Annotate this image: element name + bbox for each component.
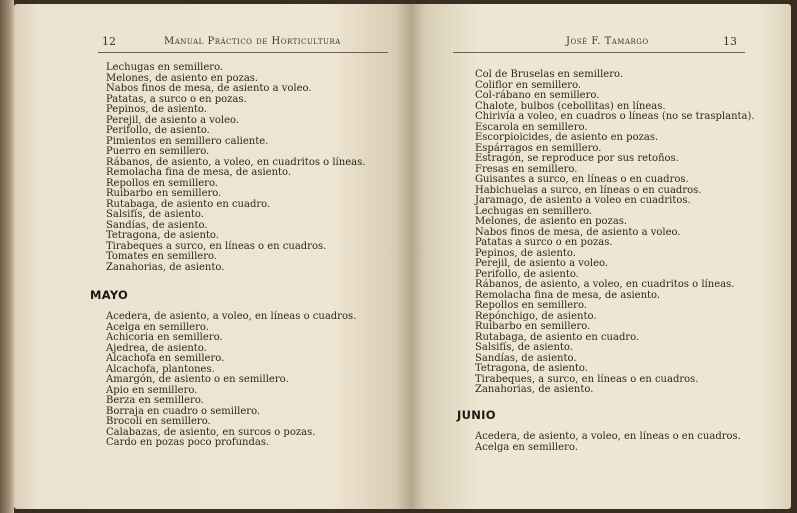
left-running-header: Manual Práctico de Horticultura (164, 36, 341, 47)
entry-line: Pimientos en semillero caliente. (106, 135, 269, 147)
entry-line: Perejil, de asiento a voleo. (475, 258, 609, 269)
entry-line: Brocoli en semillero. (106, 416, 211, 427)
right-page-number: 13 (723, 35, 737, 48)
entry-line: Rábanos, de asiento, a voleo, en cuadritos o líneas. (475, 279, 735, 290)
entry-line: Nabos finos de mesa, de asiento a voleo. (475, 226, 681, 238)
entry-line: Acedera, de asiento, a voleo, en líneas o cuadros. (106, 311, 357, 322)
entry-line: Coliflor en semillero. (475, 79, 582, 91)
right-entry-list (475, 70, 755, 396)
entry-line: Chirivía a voleo, en cuadros o líneas (no se trasplanta). (475, 111, 755, 122)
entry-line: Cardo en pozas poco profundas. (106, 437, 270, 448)
entry-line: Ajedrea, de asiento. (106, 342, 207, 354)
entry-line: Patatas, a surco o en pozas. (106, 93, 247, 105)
entry-line: Alcachofa, plantones. (106, 363, 215, 375)
entry-line: Melones, de asiento en pozas. (106, 72, 259, 84)
entry-line: Guisantes a surco, en líneas o en cuadros. (475, 174, 689, 185)
entry-line: Rutabaga, de asiento en cuadro. (106, 198, 271, 210)
right-page (411, 4, 791, 509)
entry-line: Estragón, se reproduce por sus retoños. (475, 153, 679, 164)
month-heading-mayo: MAYO (90, 288, 129, 302)
entry-line: Perifollo, de asiento. (475, 268, 579, 280)
entry-line: Repónchigo, de asiento. (475, 310, 597, 322)
entry-line: Zanahorias, de asiento. (475, 384, 594, 395)
entry-line: Fresas en semillero. (475, 163, 578, 175)
entry-line: Pepinos, de asiento. (106, 104, 207, 115)
entry-line: Rutabaga, de asiento en cuadro. (475, 331, 640, 343)
entry-line: Tomates en semillero. (106, 251, 217, 262)
entry-line: Alcachofa en semillero. (106, 353, 225, 364)
entry-line: Tirabeques, a surco, en líneas o en cuadros. (475, 373, 699, 385)
entry-line: Escorpioicides, de asiento en pozas. (475, 132, 659, 143)
entry-line: Jaramago, de asiento a voleo en cuadritos. (475, 195, 691, 206)
entry-line: Tetragona, de asiento. (106, 230, 219, 241)
entry-line: Rábanos, de asiento, a voleo, en cuadritos o líneas. (106, 156, 366, 168)
entry-line: Acelga en semillero. (106, 321, 209, 333)
entry-line: Lechugas en semillero. (475, 205, 593, 217)
entry-line: Escarola en semillero. (475, 121, 588, 133)
entry-line: Perejil, de asiento a voleo. (106, 114, 240, 126)
left-page-number: 12 (102, 35, 116, 48)
right-header-rule (453, 52, 745, 53)
entry-line: Repollos en semillero. (106, 177, 218, 189)
junio-entry-list (475, 432, 741, 453)
entry-line: Pepinos, de asiento. (475, 247, 576, 259)
entry-line: Espárragos en semillero. (475, 142, 602, 154)
entry-line: Perifollo, de asiento. (106, 125, 210, 136)
entry-line: Calabazas, de asiento, en surcos o pozas. (106, 426, 316, 438)
entry-line: Melones, de asiento en pozas. (475, 216, 628, 227)
entry-line: Nabos finos de mesa, de asiento a voleo. (106, 83, 312, 94)
month-heading-junio: JUNIO (457, 408, 496, 422)
left-header-rule (98, 52, 388, 53)
left-page (14, 4, 411, 509)
right-running-header: José F. Tamargo (566, 36, 649, 47)
entry-line: Repollos en semillero. (475, 300, 587, 311)
entry-line: Ruibarbo en semillero. (106, 188, 222, 199)
entry-line: Acelga en semillero. (475, 441, 578, 453)
entry-line: Achicoria en semillero. (106, 332, 223, 343)
entry-line: Tetragona, de asiento. (475, 363, 588, 374)
entry-line: Remolacha fina de mesa, de asiento. (475, 289, 661, 301)
entry-line: Berza en semillero. (106, 395, 204, 406)
entry-line: Habichuelas a surco, en líneas o en cuadros. (475, 184, 702, 196)
entry-line: Chalote, bulbos (cebollitas) en líneas. (475, 100, 666, 112)
entry-line: Col-rábano en semillero. (475, 90, 600, 101)
entry-line: Sandías, de asiento. (106, 219, 208, 231)
entry-line: Remolacha fina de mesa, de asiento. (106, 167, 292, 178)
entry-line: Salsifís, de asiento. (475, 342, 573, 353)
entry-line: Sandías, de asiento. (475, 352, 577, 364)
entry-line: Puerro en semillero. (106, 146, 210, 157)
book-edge (0, 0, 14, 513)
left-entry-list (106, 63, 365, 273)
entry-line: Lechugas en semillero. (106, 62, 224, 73)
entry-line: Amargón, de asiento o en semillero. (106, 374, 289, 385)
entry-line: Col de Bruselas en semillero. (475, 69, 624, 80)
mayo-entry-list (106, 312, 356, 449)
entry-line: Borraja en cuadro o semillero. (106, 405, 261, 417)
entry-line: Patatas a surco o en pozas. (475, 237, 613, 248)
entry-line: Zanahorias, de asiento. (106, 261, 225, 273)
entry-line: Acedera, de asiento, a voleo, en líneas o en cuadros. (475, 431, 741, 442)
entry-line: Ruibarbo en semillero. (475, 321, 591, 332)
entry-line: Salsifís, de asiento. (106, 209, 204, 220)
entry-line: Tirabeques a surco, en líneas o en cuadros. (106, 240, 327, 252)
entry-line: Apio en semillero. (106, 384, 198, 396)
